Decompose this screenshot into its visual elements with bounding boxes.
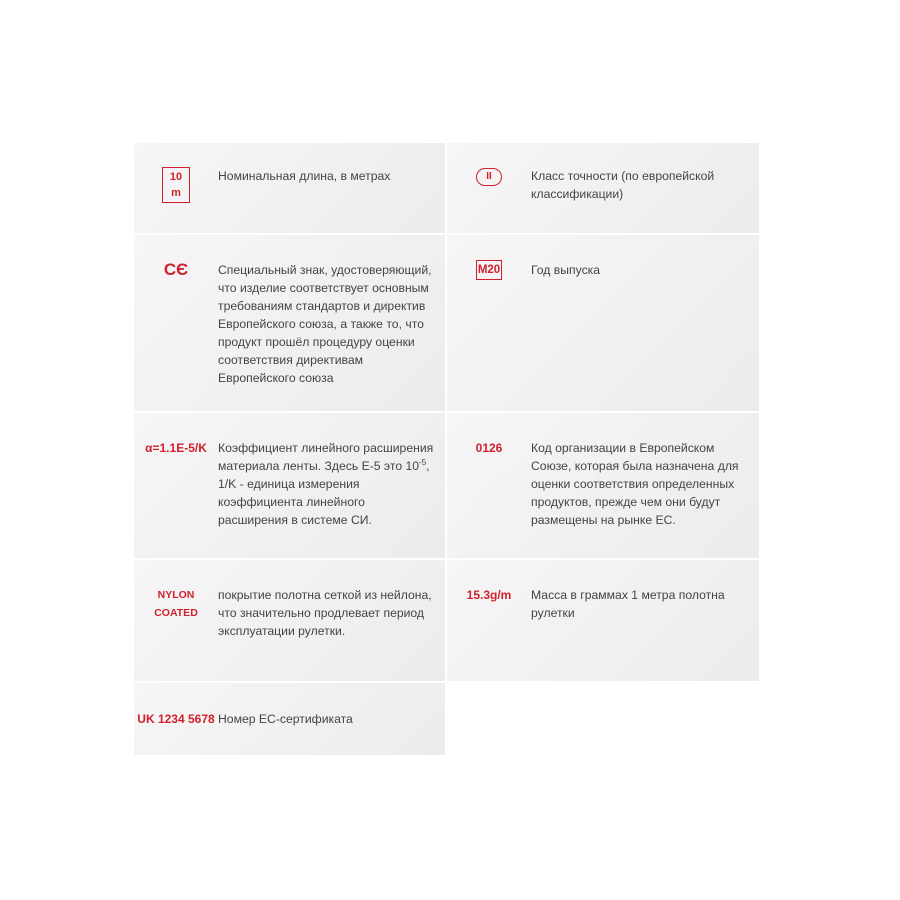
nylon-coated-symbol	[154, 586, 198, 622]
legend-cell-expansion-coefficient	[134, 413, 445, 558]
nylon-coated-line-1: NYLON	[157, 589, 195, 601]
legend-symbol	[134, 167, 218, 233]
length-symbol-number: 10	[169, 171, 183, 183]
certificate-number-symbol: UK 1234 5678	[137, 712, 215, 726]
legend-cell-organization-code	[447, 413, 759, 558]
legend-description: Год выпуска	[531, 263, 601, 277]
legend-description: Масса в граммах 1 метра полотна рулетки	[531, 588, 725, 620]
legend-symbol	[447, 439, 531, 558]
legend-symbol	[134, 261, 218, 411]
description-superscript: -5	[419, 457, 427, 467]
legend-cell-year	[447, 235, 759, 411]
legend-description: Номинальная длина, в метрах	[218, 169, 391, 183]
legend-symbol	[447, 586, 531, 681]
legend-cell-accuracy-class	[447, 143, 759, 233]
legend-cell-tape-mass	[447, 560, 759, 681]
description-text-start: Коэффициент линейного расширения материала ленты. Здесь E-5 это 10	[218, 441, 434, 473]
ce-mark-symbol: CЄ	[163, 260, 189, 279]
legend-description: покрытие полотна сеткой из нейлона, что значительно продлевает период эксплуатации рулетки.	[218, 588, 432, 638]
legend-cell-nylon-coated	[134, 560, 445, 681]
description-text-end: , 1/K - единица измерения коэффициента линейного расширения в системе СИ.	[218, 459, 430, 527]
legend-description: Специальный знак, удостоверяющий, что изделие соответствует основным требованиям стандартов и директив Европейского союза, а также то, что продукт прошёл процедуру оценки соответствия директивам Европейского союза	[218, 263, 432, 385]
legend-description: Код организации в Европейском Союзе, которая была назначена для оценки соответствия определенных продуктов, прежде чем они будут размещены на рынке ЕС.	[531, 441, 739, 527]
tape-mass-symbol: 15.3g/m	[466, 588, 512, 602]
legend-description: Номер ЕС-сертификата	[218, 712, 353, 726]
legend-cell-empty	[447, 683, 759, 755]
year-symbol: M20	[476, 260, 502, 280]
legend-symbol	[134, 586, 218, 681]
legend-symbol	[447, 261, 531, 411]
legend-symbol	[447, 167, 531, 233]
legend-description	[218, 439, 445, 558]
legend-cell-ce-mark	[134, 235, 445, 411]
length-symbol-unit: m	[171, 187, 181, 199]
legend-cell-certificate-number	[134, 683, 445, 755]
expansion-coefficient-symbol: α=1.1E-5/K	[145, 441, 207, 455]
length-symbol-box	[162, 167, 190, 203]
organization-code-symbol: 0126	[475, 441, 503, 455]
legend-cell-length	[134, 143, 445, 233]
nylon-coated-line-2: COATED	[154, 607, 198, 619]
legend-symbol	[134, 710, 218, 755]
symbol-legend-grid	[134, 143, 759, 755]
legend-symbol	[134, 439, 218, 558]
legend-description: Класс точности (по европейской классификации)	[531, 169, 715, 201]
accuracy-class-symbol: II	[476, 168, 502, 186]
